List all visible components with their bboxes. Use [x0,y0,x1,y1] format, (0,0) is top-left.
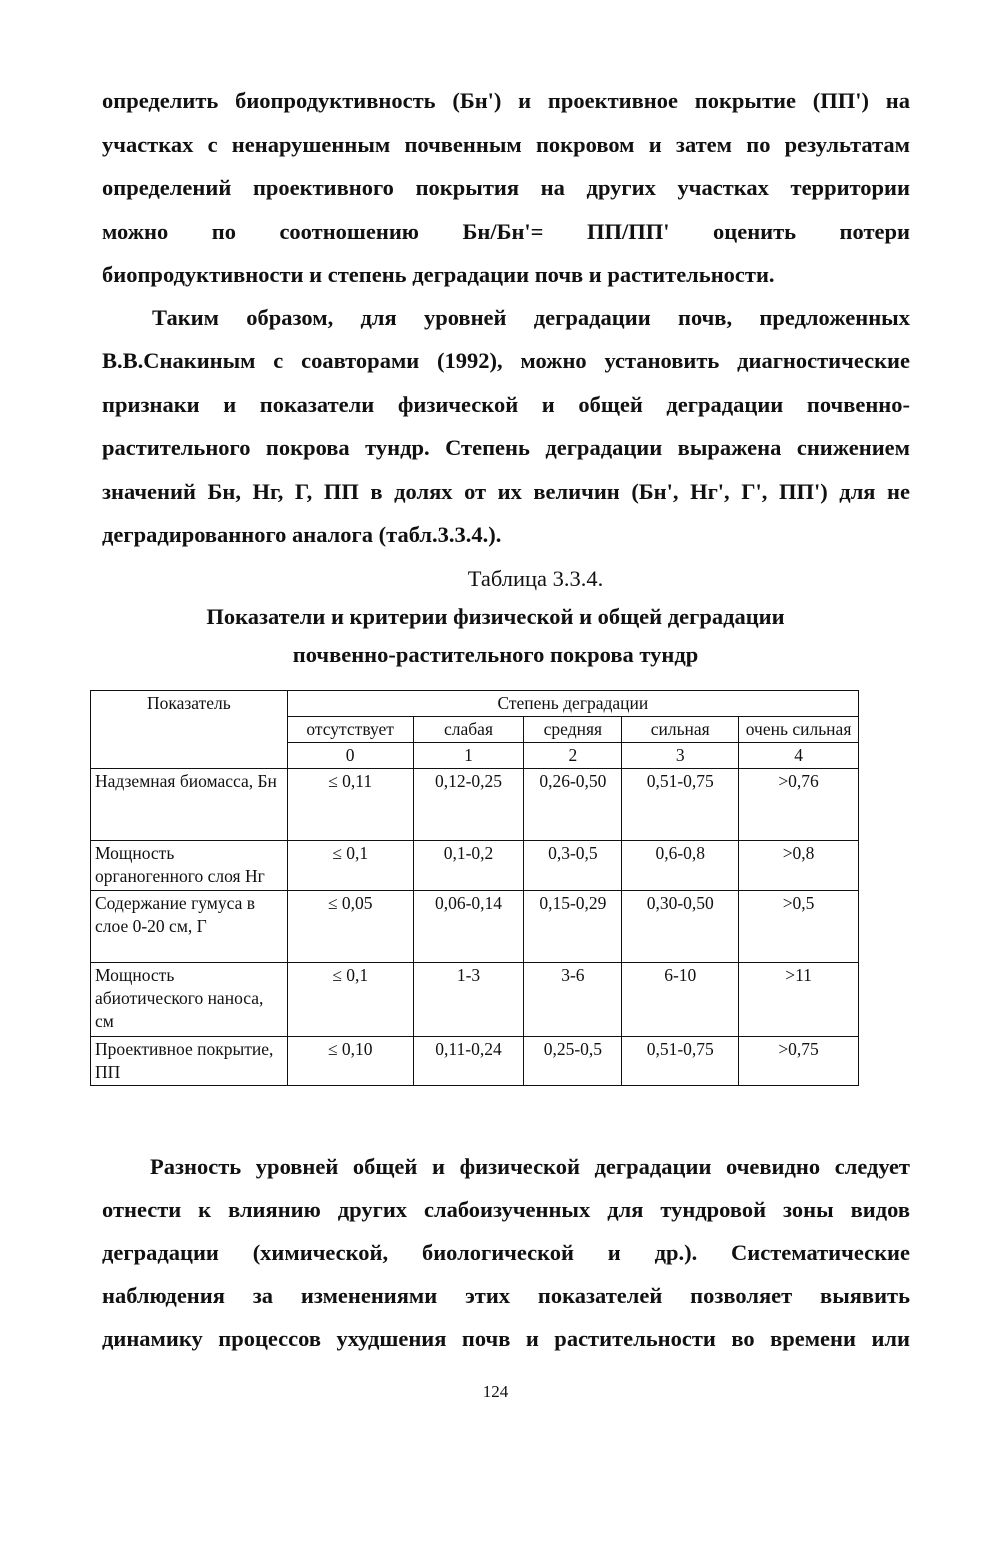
text-line: определений проективного покрытия на других участках территории [102,175,910,200]
value-cell: 0,15-0,29 [524,891,622,963]
text-line: можно по соотношению Бн/Бн'= ПП/ПП' оценить потери [102,219,910,244]
header-degree: Степень деградации [287,691,858,717]
value-cell: 0,1-0,2 [413,841,524,891]
table-number: Таблица 3.3.4. [467,566,604,591]
value-cell: 0,11-0,24 [413,1037,524,1086]
value-cell: >0,8 [739,841,859,891]
value-cell: 0,6-0,8 [622,841,739,891]
value-cell: ≤ 0,10 [287,1037,413,1086]
text-line: биопродуктивности и степень деградации почв и растительности. [102,262,775,287]
value-cell: 6-10 [622,963,739,1037]
value-cell: 1-3 [413,963,524,1037]
value-cell: >0,75 [739,1037,859,1086]
code-cell: 0 [287,743,413,769]
text-line: участках с ненарушенным почвенным покровом и затем по результатам [102,132,910,157]
value-cell: 3-6 [524,963,622,1037]
table-title-line-2: почвенно-растительного покрова тундр [292,642,699,667]
table-row [91,841,859,891]
page-number: 124 [482,1382,509,1401]
table-row [91,891,859,963]
text-line: В.В.Снакиным с соавторами (1992), можно установить диагностические [102,348,910,373]
value-cell: ≤ 0,05 [287,891,413,963]
text-line: деградированного аналога (табл.3.3.4.). [102,522,502,547]
text-line: динамику процессов ухудшения почв и растительности во времени или [102,1326,910,1351]
level-cell: сильная [622,717,739,743]
code-cell: 3 [622,743,739,769]
value-cell: 0,12-0,25 [413,769,524,841]
degradation-table [90,690,859,1086]
row-name: Содержание гумуса в слое 0-20 см, Г [91,891,288,963]
level-cell: средняя [524,717,622,743]
level-cell: отсутствует [287,717,413,743]
text-line: деградации (химической, биологической и др.). Систематические [102,1240,910,1265]
value-cell: >11 [739,963,859,1037]
value-cell: 0,26-0,50 [524,769,622,841]
text-line: признаки и показатели физической и общей деградации почвенно- [102,392,910,417]
text-line: значений Бн, Нг, Г, ПП в долях от их величин (Бн', Нг', Г', ПП') для не [102,479,910,504]
value-cell: 0,51-0,75 [622,769,739,841]
level-cell: слабая [413,717,524,743]
code-cell: 1 [413,743,524,769]
row-name: Надземная биомасса, Бн [91,769,288,841]
row-name: Мощность абиотического наноса, см [91,963,288,1037]
table-row [91,1037,859,1086]
value-cell: >0,5 [739,891,859,963]
level-cell: очень сильная [739,717,859,743]
header-indicator: Показатель [91,691,288,769]
value-cell: 0,51-0,75 [622,1037,739,1086]
row-name: Проективное покрытие, ПП [91,1037,288,1086]
text-line: Таким образом, для уровней деградации почв, предложенных [152,305,910,330]
table-header-row [91,691,859,717]
table-row [91,963,859,1037]
row-name: Мощность органогенного слоя Нг [91,841,288,891]
text-line: Разность уровней общей и физической деградации очевидно следует [150,1154,910,1179]
code-cell: 2 [524,743,622,769]
value-cell: 0,06-0,14 [413,891,524,963]
value-cell: >0,76 [739,769,859,841]
value-cell: ≤ 0,1 [287,841,413,891]
text-line: наблюдения за изменениями этих показателей позволяет выявить [102,1283,910,1308]
table-row [91,769,859,841]
value-cell: 0,25-0,5 [524,1037,622,1086]
value-cell: ≤ 0,11 [287,769,413,841]
text-line: определить биопродуктивность (Бн') и проективное покрытие (ПП') на [102,88,910,113]
text-line: растительного покрова тундр. Степень деградации выражена снижением [102,435,910,460]
value-cell: ≤ 0,1 [287,963,413,1037]
table-title-line-1: Показатели и критерии физической и общей деградации [206,604,785,629]
code-cell: 4 [739,743,859,769]
value-cell: 0,3-0,5 [524,841,622,891]
value-cell: 0,30-0,50 [622,891,739,963]
text-line: отнести к влиянию других слабоизученных для тундровой зоны видов [102,1197,910,1222]
